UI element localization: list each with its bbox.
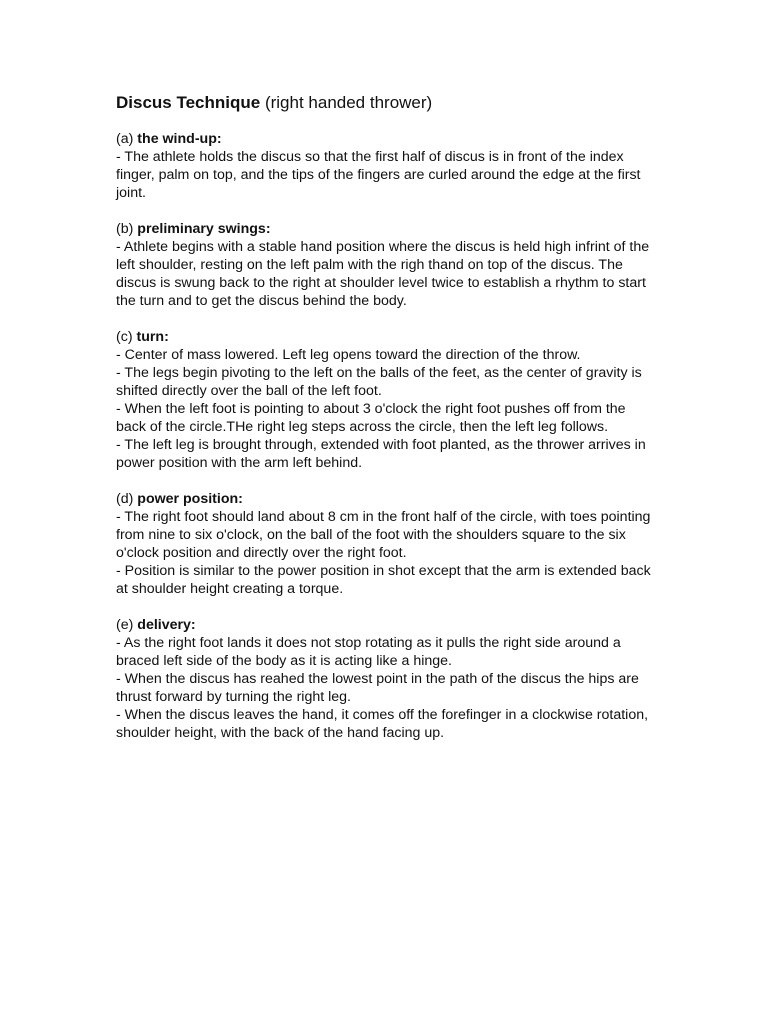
section-heading: [116, 220, 656, 238]
section-preliminary-swings: [116, 220, 656, 310]
section-heading: [116, 328, 656, 346]
section-marker: (e): [116, 617, 134, 633]
section-delivery: [116, 616, 656, 742]
title-bold-text: Discus Technique: [116, 93, 261, 112]
section-line: - As the right foot lands it does not stop rotating as it pulls the right side around a braced left side of the body as it is acting like a hinge.: [116, 635, 621, 669]
section-heading-label: preliminary swings:: [137, 221, 271, 237]
section-line: - When the discus has reahed the lowest point in the path of the discus the hips are thrust forward by turning the right leg.: [116, 671, 639, 705]
section-heading-label: power position:: [137, 491, 243, 507]
section-heading-label: turn:: [136, 329, 169, 345]
section-power-position: [116, 490, 656, 598]
section-heading: [116, 616, 656, 634]
section-turn: [116, 328, 656, 472]
document-title: [116, 92, 656, 114]
section-line: - The left leg is brought through, extended with foot planted, as the thrower arrives in power position with the arm left behind.: [116, 437, 646, 471]
section-line: - When the discus leaves the hand, it comes off the forefinger in a clockwise rotation, shoulder height, with the back of the hand facing up.: [116, 707, 649, 741]
title-subtitle-text: (right handed thrower): [264, 93, 433, 112]
section-line: - Position is similar to the power position in shot except that the arm is extended back at shoulder height creating a torque.: [116, 563, 651, 597]
section-heading: [116, 490, 656, 508]
document-page: [116, 92, 656, 760]
section-line: - When the left foot is pointing to about 3 o'clock the right foot pushes off from the back of the circle.THe right leg steps across the circle, then the left leg follows.: [116, 401, 626, 435]
section-marker: (b): [116, 221, 134, 237]
section-line: - The legs begin pivoting to the left on the balls of the feet, as the center of gravity is shifted directly over the ball of the left foot.: [116, 365, 642, 399]
section-marker: (c): [116, 329, 133, 345]
section-line: - The athlete holds the discus so that the first half of discus is in front of the index finger, palm on top, and the tips of the fingers are curled around the edge at the first joint.: [116, 149, 641, 201]
section-line: - The right foot should land about 8 cm in the front half of the circle, with toes pointing from nine to six o'clock, on the ball of the foot with the shoulders square to the six o'clock position and directly over the right foot.: [116, 509, 651, 561]
section-heading: [116, 130, 656, 148]
section-line: - Athlete begins with a stable hand position where the discus is held high infrint of the left shoulder, resting on the left palm with the righ thand on top of the discus. The discus is swung back to the right at shoulder level twice to establish a rhythm to start the turn and to get the discus behind the body.: [116, 239, 650, 309]
section-line: - Center of mass lowered. Left leg opens toward the direction of the throw.: [116, 347, 581, 363]
section-heading-label: delivery:: [137, 617, 196, 633]
section-marker: (d): [116, 491, 134, 507]
section-wind-up: [116, 130, 656, 202]
section-heading-label: the wind-up:: [137, 131, 222, 147]
section-marker: (a): [116, 131, 134, 147]
